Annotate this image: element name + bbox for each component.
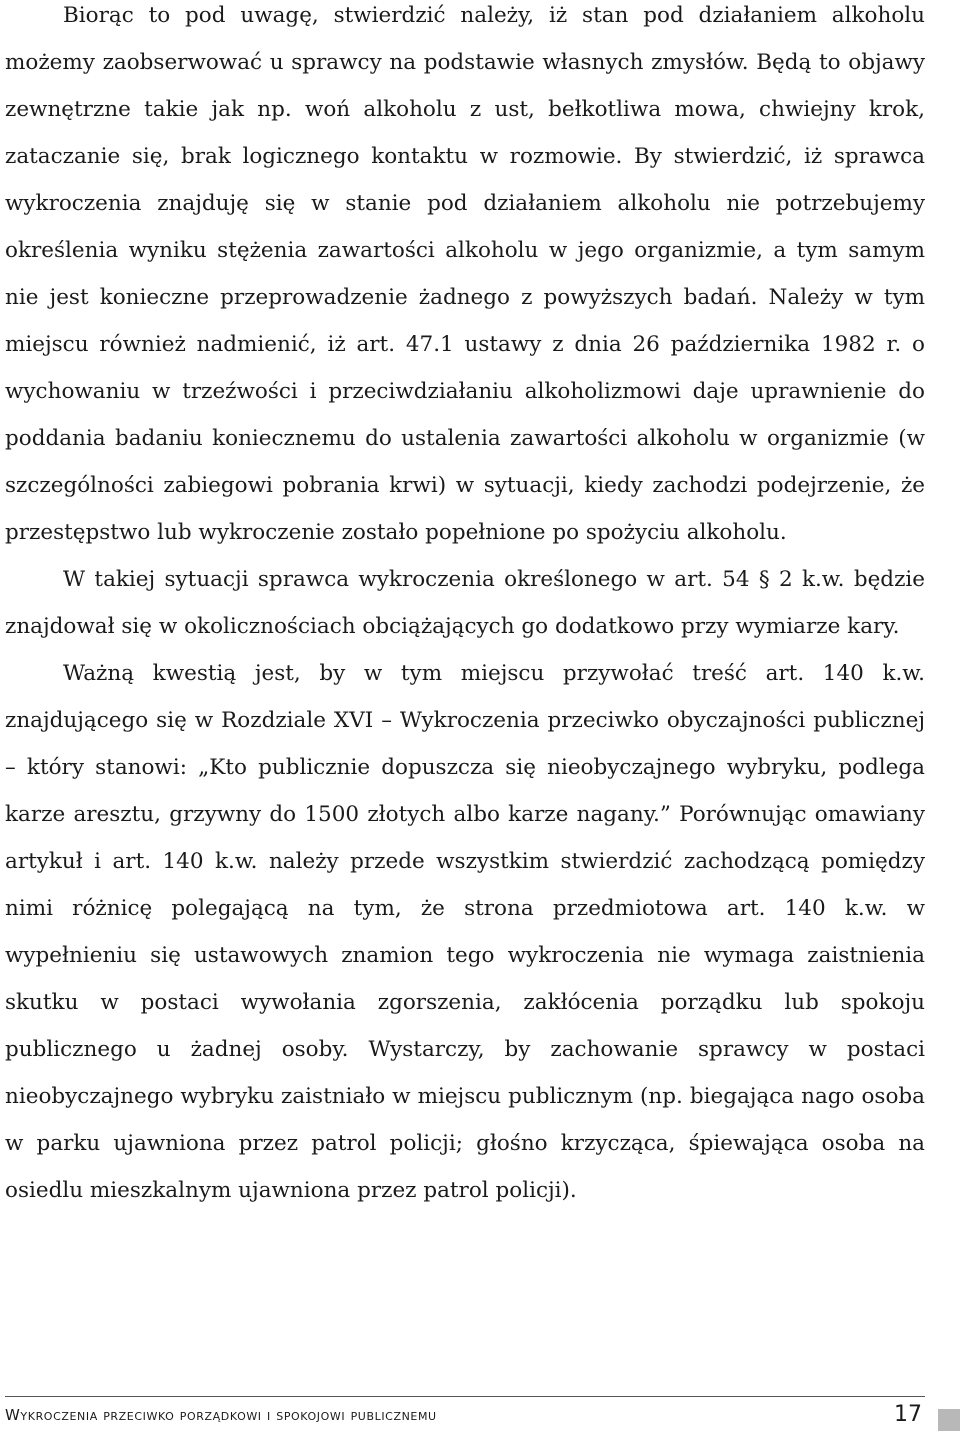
paragraph-1: Biorąc to pod uwagę, stwierdzić należy, iż stan pod działaniem alkoholu możemy zaobserwować u sprawcy na podstawie własnych zmysłów. Będą to objawy zewnętrzne takie jak np. woń alkoholu z ust, bełkotliwa mowa, chwiejny krok, zataczanie się, brak logicznego kontaktu w rozmowie. By stwierdzić, iż sprawca wykroczenia znajduję się w stanie pod działaniem alkoholu nie potrzebujemy określenia wyniku stężenia zawartości alkoholu w jego organizmie, a tym samym nie jest konieczne przeprowadzenie żadnego z powyższych badań. Należy w tym miejscu również nadmienić, iż art. 47.1 ustawy z dnia 26 października 1982 r. o wychowaniu w trzeźwości i przeciwdziałaniu alkoholizmowi daje uprawnienie do poddania badaniu koniecznemu do ustalenia zawartości alkoholu w organizmie (w szczególności zabiegowi pobrania krwi) w sytuacji, kiedy zachodzi podejrzenie, że przestępstwo lub wykroczenie zostało popełnione po spożyciu alkoholu. (5, 3, 925, 545)
paragraph-3: Ważną kwestią jest, by w tym miejscu przywołać treść art. 140 k.w. znajdującego się w Rozdziale XVI – Wykroczenia przeciwko obyczajności publicznej – który stanowi: „Kto publicznie dopuszcza się nieobyczajnego wybryku, podlega karze aresztu, grzywny do 1500 złotych albo karze nagany.” Porównując omawiany artykuł i art. 140 k.w. należy przede wszystkim stwierdzić zachodzącą pomiędzy nimi różnicę polegającą na tym, że strona przedmiotowa art. 140 k.w. w wypełnieniu się ustawowych znamion tego wykroczenia nie wymaga zaistnienia skutku w postaci wywołania zgorszenia, zakłócenia porządku lub spokoju publicznego u żadnej osoby. Wystarczy, by zachowanie sprawcy w postaci nieobyczajnego wybryku zaistniało w miejscu publicznym (np. biegająca nago osoba w parku ujawniona przez patrol policji; głośno krzycząca, śpiewająca osoba na osiedlu mieszkalnym ujawniona przez patrol policji). (5, 661, 925, 1203)
page-number: 17 (894, 1402, 922, 1427)
document-body (5, 0, 925, 1214)
page-marker-square (938, 1409, 960, 1431)
running-title: Wykroczenia przeciwko porządkowi i spokojowi publicznemu (5, 1406, 437, 1424)
page-footer (5, 1392, 960, 1437)
footer-divider (5, 1396, 925, 1397)
paragraph-2: W takiej sytuacji sprawca wykroczenia określonego w art. 54 § 2 k.w. będzie znajdował się w okolicznościach obciążających go dodatkowo przy wymiarze kary. (5, 567, 925, 639)
